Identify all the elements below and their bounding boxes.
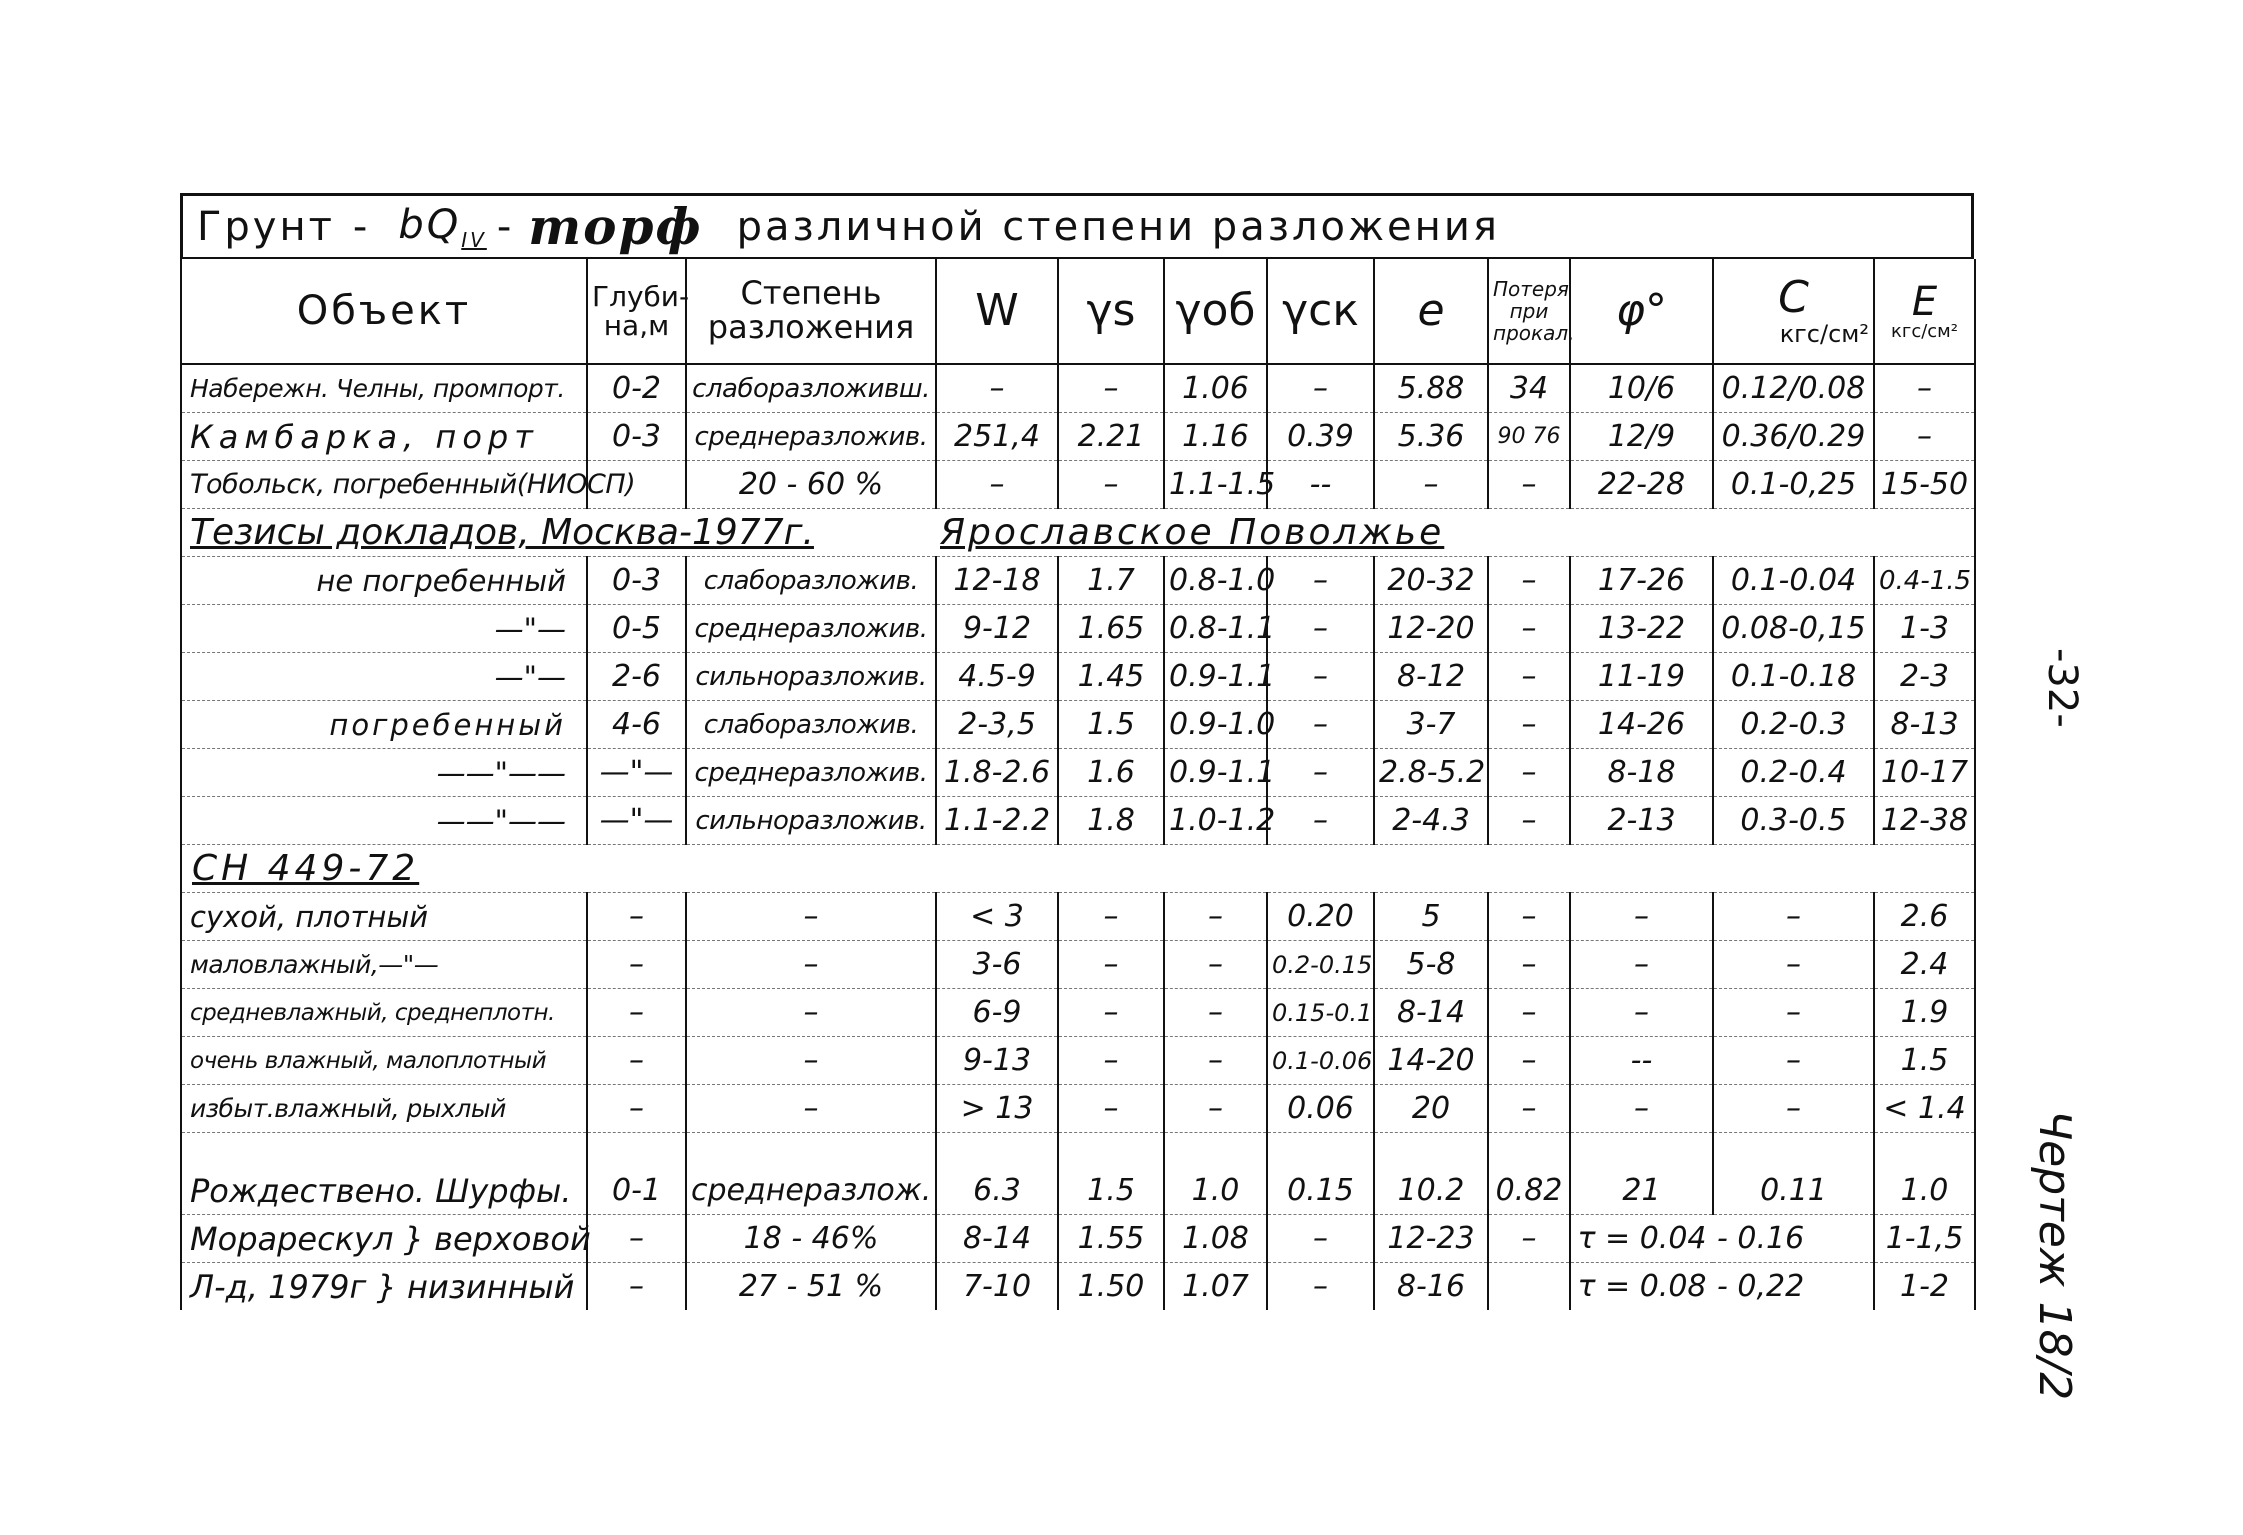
cell-E: 1.9 xyxy=(1874,989,1975,1037)
cell-ysk: – xyxy=(1267,605,1374,653)
cell-c: 0.1-0,25 xyxy=(1713,461,1874,509)
cell-E: 15-50 xyxy=(1874,461,1975,509)
cell-ys: – xyxy=(1058,364,1164,413)
cell-ysk: – xyxy=(1267,701,1374,749)
col-degree: Степень разложения xyxy=(686,259,936,364)
cell-ysk: – xyxy=(1267,797,1374,845)
cell-ysk: – xyxy=(1267,364,1374,413)
cell-ys: 1.7 xyxy=(1058,557,1164,605)
cell-loss: – xyxy=(1488,1215,1570,1263)
cell-c: 0.08-0,15 xyxy=(1713,605,1874,653)
cell-phi: 22-28 xyxy=(1570,461,1713,509)
cell-object: погребенный xyxy=(181,701,587,749)
cell-e: 12-23 xyxy=(1374,1215,1488,1263)
col-c xyxy=(1713,259,1874,364)
cell-loss: – xyxy=(1488,1037,1570,1085)
cell-e: 5-8 xyxy=(1374,941,1488,989)
cell-depth: – xyxy=(587,989,686,1037)
cell-c: 0.12/0.08 xyxy=(1713,364,1874,413)
cell-w: 9-13 xyxy=(936,1037,1058,1085)
cell-e: 2.8-5.2 xyxy=(1374,749,1488,797)
cell-yob: 0.9-1.1 xyxy=(1164,749,1267,797)
cell-ys: 1.65 xyxy=(1058,605,1164,653)
table-row xyxy=(181,1037,1975,1085)
header-row xyxy=(181,259,1975,364)
cell-E: – xyxy=(1874,364,1975,413)
soil-code xyxy=(398,202,486,252)
cell-phi: τ = 0.08 xyxy=(1570,1263,1713,1311)
table-row xyxy=(181,893,1975,941)
cell-degree: – xyxy=(686,893,936,941)
cell-ysk: – xyxy=(1267,1215,1374,1263)
cell-e: 8-14 xyxy=(1374,989,1488,1037)
data-sheet xyxy=(180,193,1974,1310)
cell-phi: 2-13 xyxy=(1570,797,1713,845)
cell-c: - 0,22 xyxy=(1713,1263,1874,1311)
cell-w: > 13 xyxy=(936,1085,1058,1133)
cell-yob: – xyxy=(1164,1037,1267,1085)
table-row xyxy=(181,1085,1975,1133)
cell-E: 1-3 xyxy=(1874,605,1975,653)
cell-yob: 1.0 xyxy=(1164,1167,1267,1215)
cell-yob: 0.8-1.1 xyxy=(1164,605,1267,653)
col-c-unit: кгс/см² xyxy=(1779,319,1869,348)
col-phi: φ° xyxy=(1570,259,1713,364)
cell-depth: – xyxy=(587,1263,686,1311)
cell-degree: среднеразложив. xyxy=(686,605,936,653)
cell-c: 0.2-0.4 xyxy=(1713,749,1874,797)
cell-ys: 1.6 xyxy=(1058,749,1164,797)
table-row xyxy=(181,364,1975,413)
col-ys: γs xyxy=(1058,259,1164,364)
title-main-word: торф xyxy=(528,197,703,256)
cell-e: 8-12 xyxy=(1374,653,1488,701)
drawing-label: Чертеж 18/2 xyxy=(2029,1110,2080,1401)
cell-ys: – xyxy=(1058,989,1164,1037)
cell-w: 7-10 xyxy=(936,1263,1058,1311)
cell-yob: 1.1-1.5 xyxy=(1164,461,1267,509)
cell-ys: – xyxy=(1058,941,1164,989)
soil-code-main: bQ xyxy=(398,201,462,248)
col-E-unit: кгс/см² xyxy=(1891,320,1958,342)
cell-degree: сильноразложив. xyxy=(686,653,936,701)
col-E-symbol: E xyxy=(1911,278,1938,325)
cell-E: 2-3 xyxy=(1874,653,1975,701)
cell-phi: 11-19 xyxy=(1570,653,1713,701)
cell-ys: – xyxy=(1058,461,1164,509)
cell-degree: 18 - 46% xyxy=(686,1215,936,1263)
cell-ys: – xyxy=(1058,893,1164,941)
cell-E: 1-2 xyxy=(1874,1263,1975,1311)
cell-E: 1.0 xyxy=(1874,1167,1975,1215)
cell-degree: 20 - 60 % xyxy=(686,461,936,509)
cell-phi: 21 xyxy=(1570,1167,1713,1215)
cell-object: не погребенный xyxy=(181,557,587,605)
cell-loss: – xyxy=(1488,989,1570,1037)
cell-phi: 10/6 xyxy=(1570,364,1713,413)
cell-E: < 1.4 xyxy=(1874,1085,1975,1133)
cell-c: 0.1-0.04 xyxy=(1713,557,1874,605)
cell-degree: – xyxy=(686,1037,936,1085)
cell-degree: сильноразложив. xyxy=(686,797,936,845)
cell-object: Камбарка, порт xyxy=(181,413,587,461)
cell-E: 2.6 xyxy=(1874,893,1975,941)
properties-table xyxy=(180,259,1976,1310)
section-row xyxy=(181,845,1975,893)
cell-yob: 1.06 xyxy=(1164,364,1267,413)
cell-E: – xyxy=(1874,413,1975,461)
cell-ys: 1.5 xyxy=(1058,701,1164,749)
table-row xyxy=(181,653,1975,701)
cell-depth: 2-6 xyxy=(587,653,686,701)
cell-object: Набережн. Челны, промпорт. xyxy=(181,364,587,413)
cell-w: 251,4 xyxy=(936,413,1058,461)
page-number: -32- xyxy=(2039,648,2085,728)
cell-loss: – xyxy=(1488,1085,1570,1133)
cell-depth: —"— xyxy=(587,797,686,845)
cell-e: – xyxy=(1374,461,1488,509)
cell-depth: 0-1 xyxy=(587,1167,686,1215)
cell-e: 2-4.3 xyxy=(1374,797,1488,845)
col-yob: γоб xyxy=(1164,259,1267,364)
cell-E: 2.4 xyxy=(1874,941,1975,989)
section-standard: СН 449-72 xyxy=(181,845,936,893)
cell-degree: слаборазложивш. xyxy=(686,364,936,413)
col-loss: Потеря при прокал. xyxy=(1488,259,1570,364)
cell-phi: – xyxy=(1570,1085,1713,1133)
cell-E: 1-1,5 xyxy=(1874,1215,1975,1263)
cell-e: 5.88 xyxy=(1374,364,1488,413)
cell-loss: 90 76 xyxy=(1488,413,1570,461)
cell-yob: – xyxy=(1164,989,1267,1037)
cell-loss: – xyxy=(1488,605,1570,653)
cell-depth: 0-3 xyxy=(587,557,686,605)
cell-c: – xyxy=(1713,893,1874,941)
spacer-row xyxy=(181,1133,1975,1168)
section-standard-filler xyxy=(936,845,1975,893)
cell-ysk: 0.1-0.06 xyxy=(1267,1037,1374,1085)
cell-ysk: – xyxy=(1267,749,1374,797)
table-row xyxy=(181,1263,1975,1311)
table-row xyxy=(181,797,1975,845)
cell-e: 5 xyxy=(1374,893,1488,941)
table-title xyxy=(180,193,1974,259)
cell-ys: – xyxy=(1058,1037,1164,1085)
cell-degree: среднеразлож. xyxy=(686,1167,936,1215)
title-dash-1: - xyxy=(352,203,371,250)
section-region xyxy=(936,509,1975,557)
cell-loss: – xyxy=(1488,461,1570,509)
cell-object: средневлажный, среднеплотн. xyxy=(181,989,587,1037)
table-row xyxy=(181,1167,1975,1215)
cell-e: 5.36 xyxy=(1374,413,1488,461)
cell-ysk: 0.15-0.1 xyxy=(1267,989,1374,1037)
cell-object: ——"—— xyxy=(181,749,587,797)
cell-yob: 1.07 xyxy=(1164,1263,1267,1311)
cell-object: —"— xyxy=(181,605,587,653)
col-w: W xyxy=(936,259,1058,364)
cell-phi: 8-18 xyxy=(1570,749,1713,797)
col-depth: Глуби-на,м xyxy=(587,259,686,364)
cell-w: 9-12 xyxy=(936,605,1058,653)
cell-degree: слаборазложив. xyxy=(686,557,936,605)
cell-loss: – xyxy=(1488,797,1570,845)
cell-e: 12-20 xyxy=(1374,605,1488,653)
cell-yob: 0.9-1.0 xyxy=(1164,701,1267,749)
cell-w: 6-9 xyxy=(936,989,1058,1037)
cell-loss: – xyxy=(1488,893,1570,941)
cell-depth: – xyxy=(587,1215,686,1263)
table-row xyxy=(181,1215,1975,1263)
cell-object: —"— xyxy=(181,653,587,701)
cell-ys: 1.5 xyxy=(1058,1167,1164,1215)
cell-phi: 17-26 xyxy=(1570,557,1713,605)
cell-ysk: – xyxy=(1267,653,1374,701)
col-c-symbol: C xyxy=(1778,272,1809,324)
cell-depth: – xyxy=(587,1085,686,1133)
cell-loss xyxy=(1488,1263,1570,1311)
title-dash-2: - xyxy=(496,203,515,250)
cell-c: – xyxy=(1713,1037,1874,1085)
cell-yob: 0.8-1.0 xyxy=(1164,557,1267,605)
cell-yob: – xyxy=(1164,893,1267,941)
title-rest: различной степени разложения xyxy=(736,203,1500,250)
cell-degree: слаборазложив. xyxy=(686,701,936,749)
cell-phi: 12/9 xyxy=(1570,413,1713,461)
cell-depth: 4-6 xyxy=(587,701,686,749)
cell-loss: – xyxy=(1488,557,1570,605)
cell-w: 12-18 xyxy=(936,557,1058,605)
cell-w: 3-6 xyxy=(936,941,1058,989)
cell-degree: – xyxy=(686,1085,936,1133)
cell-e: 10.2 xyxy=(1374,1167,1488,1215)
cell-object: очень влажный, малоплотный xyxy=(181,1037,587,1085)
cell-E: 10-17 xyxy=(1874,749,1975,797)
cell-ys: 2.21 xyxy=(1058,413,1164,461)
section-region-text: Ярославское Поволжье xyxy=(940,512,1445,553)
cell-c: 0.36/0.29 xyxy=(1713,413,1874,461)
cell-E: 0.4-1.5 xyxy=(1874,557,1975,605)
cell-object: Л-д, 1979г } низинный xyxy=(181,1263,587,1311)
cell-E: 1.5 xyxy=(1874,1037,1975,1085)
cell-degree: – xyxy=(686,989,936,1037)
table-row xyxy=(181,461,1975,509)
cell-depth: – xyxy=(587,1037,686,1085)
cell-loss: – xyxy=(1488,749,1570,797)
table-row xyxy=(181,413,1975,461)
cell-w: 6.3 xyxy=(936,1167,1058,1215)
cell-e: 20-32 xyxy=(1374,557,1488,605)
title-prefix: Грунт xyxy=(197,203,335,250)
section-row xyxy=(181,509,1975,557)
cell-loss: – xyxy=(1488,941,1570,989)
col-ysk: γск xyxy=(1267,259,1374,364)
table-row xyxy=(181,701,1975,749)
table-row xyxy=(181,941,1975,989)
cell-ys: – xyxy=(1058,1085,1164,1133)
cell-depth: 0-5 xyxy=(587,605,686,653)
cell-depth: 0-3 xyxy=(587,413,686,461)
cell-ys: 1.8 xyxy=(1058,797,1164,845)
cell-ysk: 0.39 xyxy=(1267,413,1374,461)
cell-loss: 0.82 xyxy=(1488,1167,1570,1215)
cell-c: 0.11 xyxy=(1713,1167,1874,1215)
cell-w: 4.5-9 xyxy=(936,653,1058,701)
cell-depth: – xyxy=(587,893,686,941)
cell-c: 0.3-0.5 xyxy=(1713,797,1874,845)
cell-ys: 1.45 xyxy=(1058,653,1164,701)
cell-object: ——"—— xyxy=(181,797,587,845)
cell-w: 8-14 xyxy=(936,1215,1058,1263)
cell-ys: 1.55 xyxy=(1058,1215,1164,1263)
cell-w: 1.1-2.2 xyxy=(936,797,1058,845)
cell-E: 8-13 xyxy=(1874,701,1975,749)
table-row xyxy=(181,605,1975,653)
cell-w: 2-3,5 xyxy=(936,701,1058,749)
table-row xyxy=(181,557,1975,605)
col-E xyxy=(1874,259,1975,364)
cell-w: – xyxy=(936,364,1058,413)
cell-ysk: 0.2-0.15 xyxy=(1267,941,1374,989)
cell-ysk: 0.06 xyxy=(1267,1085,1374,1133)
cell-yob: 1.08 xyxy=(1164,1215,1267,1263)
cell-c: 0.2-0.3 xyxy=(1713,701,1874,749)
cell-ysk: 0.20 xyxy=(1267,893,1374,941)
cell-c: - 0.16 xyxy=(1713,1215,1874,1263)
cell-object: избыт.влажный, рыхлый xyxy=(181,1085,587,1133)
cell-c: 0.1-0.18 xyxy=(1713,653,1874,701)
cell-w: < 3 xyxy=(936,893,1058,941)
cell-phi: 13-22 xyxy=(1570,605,1713,653)
cell-phi: 14-26 xyxy=(1570,701,1713,749)
cell-ysk: 0.15 xyxy=(1267,1167,1374,1215)
cell-ys: 1.50 xyxy=(1058,1263,1164,1311)
cell-phi: – xyxy=(1570,893,1713,941)
cell-loss: – xyxy=(1488,701,1570,749)
cell-c: – xyxy=(1713,1085,1874,1133)
cell-yob: 1.16 xyxy=(1164,413,1267,461)
section-source: Тезисы докладов, Москва-1977г. xyxy=(181,509,936,557)
cell-object: Рождествено. Шурфы. xyxy=(181,1167,587,1215)
cell-e: 3-7 xyxy=(1374,701,1488,749)
cell-depth: 0-2 xyxy=(587,364,686,413)
cell-yob: – xyxy=(1164,1085,1267,1133)
cell-w: 1.8-2.6 xyxy=(936,749,1058,797)
table-row xyxy=(181,989,1975,1037)
cell-w: – xyxy=(936,461,1058,509)
col-e: e xyxy=(1374,259,1488,364)
table-row xyxy=(181,749,1975,797)
cell-loss: 34 xyxy=(1488,364,1570,413)
cell-e: 14-20 xyxy=(1374,1037,1488,1085)
cell-object: маловлажный,—"— xyxy=(181,941,587,989)
cell-phi: -- xyxy=(1570,1037,1713,1085)
cell-degree: среднеразложив. xyxy=(686,413,936,461)
cell-phi: – xyxy=(1570,941,1713,989)
cell-degree: 27 - 51 % xyxy=(686,1263,936,1311)
cell-yob: – xyxy=(1164,941,1267,989)
cell-phi: τ = 0.04 xyxy=(1570,1215,1713,1263)
cell-object: Тобольск, погребенный(НИОСП) xyxy=(181,461,587,509)
cell-phi: – xyxy=(1570,989,1713,1037)
cell-c: – xyxy=(1713,989,1874,1037)
cell-E: 12-38 xyxy=(1874,797,1975,845)
soil-code-sub: IV xyxy=(461,227,487,252)
cell-yob: 0.9-1.1 xyxy=(1164,653,1267,701)
cell-ysk: – xyxy=(1267,1263,1374,1311)
cell-ysk: -- xyxy=(1267,461,1374,509)
cell-e: 20 xyxy=(1374,1085,1488,1133)
cell-object: Морарескул } верховой xyxy=(181,1215,587,1263)
cell-object: сухой, плотный xyxy=(181,893,587,941)
cell-depth: – xyxy=(587,941,686,989)
cell-loss: – xyxy=(1488,653,1570,701)
cell-depth: —"— xyxy=(587,749,686,797)
cell-c: – xyxy=(1713,941,1874,989)
cell-degree: – xyxy=(686,941,936,989)
cell-ysk: – xyxy=(1267,557,1374,605)
cell-yob: 1.0-1.2 xyxy=(1164,797,1267,845)
cell-e: 8-16 xyxy=(1374,1263,1488,1311)
cell-degree: среднеразложив. xyxy=(686,749,936,797)
col-object: Объект xyxy=(181,259,587,364)
